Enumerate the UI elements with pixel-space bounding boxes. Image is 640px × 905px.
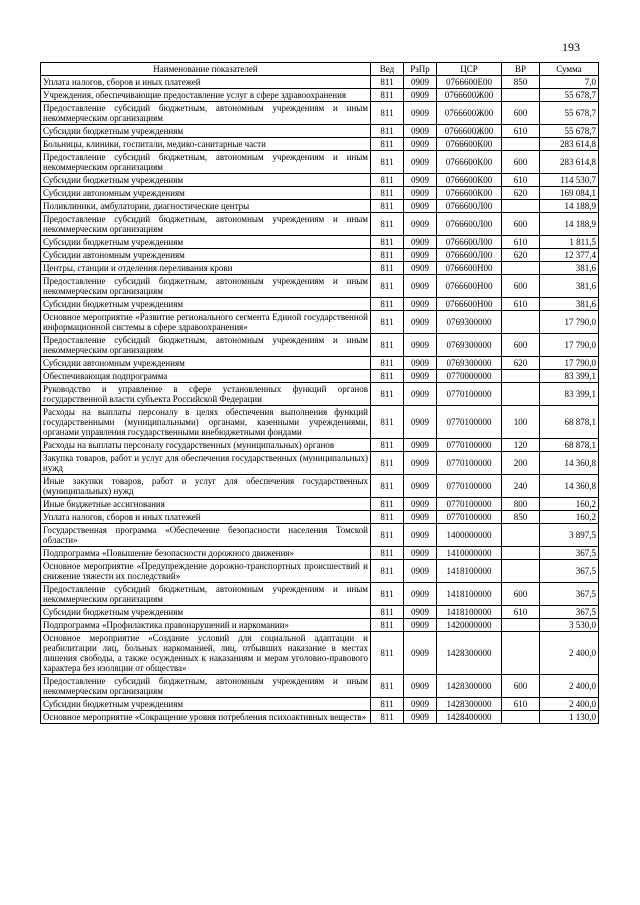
row-vr: 120 xyxy=(502,439,540,452)
row-vr xyxy=(502,711,540,724)
row-rzpr: 0909 xyxy=(404,632,437,675)
row-name: Учреждения, обеспечивающие предоставление услуг в сфере здравоохранения xyxy=(41,89,371,102)
table-body xyxy=(41,76,599,724)
row-vr: 600 xyxy=(502,275,540,298)
table-row xyxy=(41,76,599,89)
row-rzpr: 0909 xyxy=(404,151,437,174)
row-ved: 811 xyxy=(371,383,404,406)
row-name: Субсидии автономным учреждениям xyxy=(41,187,371,200)
row-vr xyxy=(502,89,540,102)
table-row xyxy=(41,200,599,213)
row-ved: 811 xyxy=(371,606,404,619)
row-ved: 811 xyxy=(371,498,404,511)
table-row xyxy=(41,334,599,357)
row-rzpr: 0909 xyxy=(404,439,437,452)
row-ved: 811 xyxy=(371,406,404,439)
row-csr: 0766600Л00 xyxy=(437,249,502,262)
row-name: Основное мероприятие «Создание условий для социальной адаптации и реабилитации лиц, больных наркоманией, лиц, отбывших наказание в местах лишения свободы, а также осужденных к наказаниям и мерам уголовно-правового характера без изоляции от общества» xyxy=(41,632,371,675)
row-rzpr: 0909 xyxy=(404,547,437,560)
row-rzpr: 0909 xyxy=(404,452,437,475)
row-ved: 811 xyxy=(371,711,404,724)
row-ved: 811 xyxy=(371,249,404,262)
row-sum: 83 399,1 xyxy=(540,370,599,383)
header-name: Наименование показателей xyxy=(41,63,371,76)
row-sum: 83 399,1 xyxy=(540,383,599,406)
row-csr: 0769300000 xyxy=(437,357,502,370)
table-row xyxy=(41,262,599,275)
row-name: Субсидии бюджетным учреждениям xyxy=(41,698,371,711)
row-name: Поликлиники, амбулатории, диагностические центры xyxy=(41,200,371,213)
row-csr: 0766600К00 xyxy=(437,174,502,187)
row-name: Больницы, клиники, госпитали, медико-санитарные части xyxy=(41,138,371,151)
row-sum: 12 377,4 xyxy=(540,249,599,262)
row-name: Предоставление субсидий бюджетным, автономным учреждениям и иным некоммерческим организациям xyxy=(41,275,371,298)
row-sum: 55 678,7 xyxy=(540,102,599,125)
row-ved: 811 xyxy=(371,213,404,236)
row-sum: 283 614,8 xyxy=(540,138,599,151)
table-row xyxy=(41,357,599,370)
row-sum: 367,5 xyxy=(540,547,599,560)
table-row xyxy=(41,524,599,547)
table-row xyxy=(41,138,599,151)
row-ved: 811 xyxy=(371,619,404,632)
row-rzpr: 0909 xyxy=(404,298,437,311)
row-csr: 1400000000 xyxy=(437,524,502,547)
row-ved: 811 xyxy=(371,632,404,675)
row-name: Закупка товаров, работ и услуг для обеспечения государственных (муниципальных) нужд xyxy=(41,452,371,475)
row-name: Основное мероприятие «Предупреждение дорожно-транспортных происшествий и снижение тяжести их последствий» xyxy=(41,560,371,583)
row-rzpr: 0909 xyxy=(404,102,437,125)
row-csr: 0770100000 xyxy=(437,498,502,511)
row-sum: 17 790,0 xyxy=(540,311,599,334)
row-ved: 811 xyxy=(371,370,404,383)
row-rzpr: 0909 xyxy=(404,524,437,547)
row-rzpr: 0909 xyxy=(404,275,437,298)
table-header-row xyxy=(41,63,599,76)
row-vr xyxy=(502,370,540,383)
row-csr: 0766600Л00 xyxy=(437,236,502,249)
row-vr: 610 xyxy=(502,298,540,311)
row-sum: 3 897,5 xyxy=(540,524,599,547)
row-rzpr: 0909 xyxy=(404,187,437,200)
row-rzpr: 0909 xyxy=(404,334,437,357)
row-csr: 0766600Н00 xyxy=(437,262,502,275)
row-rzpr: 0909 xyxy=(404,213,437,236)
row-ved: 811 xyxy=(371,334,404,357)
row-rzpr: 0909 xyxy=(404,583,437,606)
row-name: Субсидии бюджетным учреждениям xyxy=(41,606,371,619)
table-row xyxy=(41,475,599,498)
row-sum: 367,5 xyxy=(540,560,599,583)
row-vr: 610 xyxy=(502,698,540,711)
row-vr: 600 xyxy=(502,213,540,236)
row-csr: 0766600Н00 xyxy=(437,298,502,311)
row-vr xyxy=(502,383,540,406)
row-name: Предоставление субсидий бюджетным, автономным учреждениям и иным некоммерческим организациям xyxy=(41,334,371,357)
row-ved: 811 xyxy=(371,236,404,249)
row-sum: 169 084,1 xyxy=(540,187,599,200)
row-vr: 850 xyxy=(502,511,540,524)
row-ved: 811 xyxy=(371,311,404,334)
row-name: Предоставление субсидий бюджетным, автономным учреждениям и иным некоммерческим организациям xyxy=(41,151,371,174)
row-sum: 1 811,5 xyxy=(540,236,599,249)
row-sum: 14 360,8 xyxy=(540,452,599,475)
row-sum: 381,6 xyxy=(540,262,599,275)
row-csr: 0769300000 xyxy=(437,334,502,357)
row-name: Подпрограмма «Повышение безопасности дорожного движения» xyxy=(41,547,371,560)
table-row xyxy=(41,711,599,724)
row-name: Предоставление субсидий бюджетным, автономным учреждениям и иным некоммерческим организациям xyxy=(41,675,371,698)
row-rzpr: 0909 xyxy=(404,475,437,498)
row-ved: 811 xyxy=(371,698,404,711)
table-row xyxy=(41,547,599,560)
row-rzpr: 0909 xyxy=(404,675,437,698)
row-csr: 1418100000 xyxy=(437,606,502,619)
row-sum: 381,6 xyxy=(540,298,599,311)
row-vr: 610 xyxy=(502,606,540,619)
row-ved: 811 xyxy=(371,524,404,547)
header-vr: ВР xyxy=(502,63,540,76)
row-sum: 283 614,8 xyxy=(540,151,599,174)
row-csr: 1428400000 xyxy=(437,711,502,724)
table-row xyxy=(41,452,599,475)
row-vr: 600 xyxy=(502,151,540,174)
row-vr: 850 xyxy=(502,76,540,89)
row-sum: 55 678,7 xyxy=(540,89,599,102)
row-csr: 0770000000 xyxy=(437,370,502,383)
row-csr: 0766600Ж00 xyxy=(437,89,502,102)
row-ved: 811 xyxy=(371,583,404,606)
row-csr: 0770100000 xyxy=(437,511,502,524)
row-csr: 0766600Ж00 xyxy=(437,125,502,138)
row-vr: 620 xyxy=(502,357,540,370)
row-csr: 1418100000 xyxy=(437,560,502,583)
row-rzpr: 0909 xyxy=(404,357,437,370)
table-row xyxy=(41,698,599,711)
table-row xyxy=(41,249,599,262)
row-sum: 2 400,0 xyxy=(540,632,599,675)
row-csr: 0770100000 xyxy=(437,452,502,475)
row-vr: 600 xyxy=(502,675,540,698)
row-rzpr: 0909 xyxy=(404,370,437,383)
row-ved: 811 xyxy=(371,439,404,452)
row-csr: 0766600К00 xyxy=(437,138,502,151)
row-rzpr: 0909 xyxy=(404,174,437,187)
row-sum: 367,5 xyxy=(540,583,599,606)
budget-table xyxy=(40,62,599,724)
row-sum: 381,6 xyxy=(540,275,599,298)
row-vr: 600 xyxy=(502,334,540,357)
table-row xyxy=(41,102,599,125)
row-csr: 1428300000 xyxy=(437,698,502,711)
row-csr: 1410000000 xyxy=(437,547,502,560)
row-sum: 367,5 xyxy=(540,606,599,619)
row-sum: 14 188,9 xyxy=(540,213,599,236)
row-ved: 811 xyxy=(371,76,404,89)
row-name: Предоставление субсидий бюджетным, автономным учреждениям и иным некоммерческим организациям xyxy=(41,213,371,236)
row-vr xyxy=(502,632,540,675)
table-row xyxy=(41,560,599,583)
row-name: Уплата налогов, сборов и иных платежей xyxy=(41,76,371,89)
row-vr: 600 xyxy=(502,102,540,125)
row-name: Основное мероприятие «Сокращение уровня потребления психоактивных веществ» xyxy=(41,711,371,724)
row-csr: 0766600Е00 xyxy=(437,76,502,89)
row-rzpr: 0909 xyxy=(404,698,437,711)
row-name: Расходы на выплаты персоналу в целях обеспечения выполнения функций государственными (муниципальными) органами, казенными учреждениями, органами управления государственными внебюджетными фондами xyxy=(41,406,371,439)
row-name: Предоставление субсидий бюджетным, автономным учреждениям и иным некоммерческим организациям xyxy=(41,583,371,606)
row-ved: 811 xyxy=(371,298,404,311)
table-row xyxy=(41,383,599,406)
row-rzpr: 0909 xyxy=(404,76,437,89)
table-row xyxy=(41,311,599,334)
row-rzpr: 0909 xyxy=(404,511,437,524)
table-row xyxy=(41,187,599,200)
row-name: Подпрограмма «Профилактика правонарушений и наркомании» xyxy=(41,619,371,632)
row-rzpr: 0909 xyxy=(404,200,437,213)
row-sum: 2 400,0 xyxy=(540,698,599,711)
row-vr: 620 xyxy=(502,249,540,262)
row-vr: 200 xyxy=(502,452,540,475)
row-name: Центры, станции и отделения переливания крови xyxy=(41,262,371,275)
row-name: Субсидии бюджетным учреждениям xyxy=(41,174,371,187)
table-row xyxy=(41,632,599,675)
row-vr xyxy=(502,262,540,275)
row-rzpr: 0909 xyxy=(404,606,437,619)
table-row xyxy=(41,89,599,102)
row-vr xyxy=(502,524,540,547)
row-name: Субсидии бюджетным учреждениям xyxy=(41,236,371,249)
table-row xyxy=(41,275,599,298)
table-row xyxy=(41,298,599,311)
row-sum: 3 530,0 xyxy=(540,619,599,632)
row-ved: 811 xyxy=(371,125,404,138)
row-ved: 811 xyxy=(371,89,404,102)
table-row xyxy=(41,213,599,236)
row-ved: 811 xyxy=(371,547,404,560)
row-csr: 0766600Н00 xyxy=(437,275,502,298)
row-name: Расходы на выплаты персоналу государственных (муниципальных) органов xyxy=(41,439,371,452)
row-name: Предоставление субсидий бюджетным, автономным учреждениям и иным некоммерческим организациям xyxy=(41,102,371,125)
row-vr: 610 xyxy=(502,174,540,187)
table-row xyxy=(41,406,599,439)
row-csr: 0766600Л00 xyxy=(437,200,502,213)
row-ved: 811 xyxy=(371,560,404,583)
row-vr xyxy=(502,138,540,151)
row-ved: 811 xyxy=(371,275,404,298)
row-vr xyxy=(502,311,540,334)
row-csr: 0766600Л00 xyxy=(437,213,502,236)
row-csr: 1428300000 xyxy=(437,675,502,698)
row-sum: 2 400,0 xyxy=(540,675,599,698)
row-ved: 811 xyxy=(371,475,404,498)
table-row xyxy=(41,174,599,187)
row-rzpr: 0909 xyxy=(404,619,437,632)
row-csr: 0766600К00 xyxy=(437,187,502,200)
table-row xyxy=(41,619,599,632)
table-row xyxy=(41,125,599,138)
row-name: Руководство и управление в сфере установленных функций органов государственной власти субъекта Российской Федерации xyxy=(41,383,371,406)
page-number: 193 xyxy=(562,40,580,54)
row-sum: 14 360,8 xyxy=(540,475,599,498)
row-rzpr: 0909 xyxy=(404,249,437,262)
row-sum: 55 678,7 xyxy=(540,125,599,138)
row-name: Иные закупки товаров, работ и услуг для обеспечения государственных (муниципальных) нужд xyxy=(41,475,371,498)
row-csr: 1420000000 xyxy=(437,619,502,632)
row-rzpr: 0909 xyxy=(404,89,437,102)
header-sum: Сумма xyxy=(540,63,599,76)
row-sum: 68 878,1 xyxy=(540,406,599,439)
row-ved: 811 xyxy=(371,511,404,524)
table-row xyxy=(41,439,599,452)
row-sum: 160,2 xyxy=(540,498,599,511)
row-vr xyxy=(502,547,540,560)
row-rzpr: 0909 xyxy=(404,311,437,334)
row-ved: 811 xyxy=(371,675,404,698)
row-rzpr: 0909 xyxy=(404,138,437,151)
table-row xyxy=(41,511,599,524)
row-csr: 1418100000 xyxy=(437,583,502,606)
row-vr: 100 xyxy=(502,406,540,439)
row-sum: 1 130,0 xyxy=(540,711,599,724)
table-row xyxy=(41,370,599,383)
row-vr: 610 xyxy=(502,125,540,138)
row-ved: 811 xyxy=(371,174,404,187)
row-rzpr: 0909 xyxy=(404,711,437,724)
row-csr: 0770100000 xyxy=(437,406,502,439)
row-vr: 610 xyxy=(502,236,540,249)
row-rzpr: 0909 xyxy=(404,262,437,275)
row-csr: 1428300000 xyxy=(437,632,502,675)
row-ved: 811 xyxy=(371,151,404,174)
row-ved: 811 xyxy=(371,200,404,213)
row-vr: 240 xyxy=(502,475,540,498)
row-rzpr: 0909 xyxy=(404,498,437,511)
row-csr: 0770100000 xyxy=(437,439,502,452)
row-name: Обеспечивающая подпрограмма xyxy=(41,370,371,383)
row-name: Субсидии бюджетным учреждениям xyxy=(41,125,371,138)
row-rzpr: 0909 xyxy=(404,383,437,406)
row-rzpr: 0909 xyxy=(404,236,437,249)
row-rzpr: 0909 xyxy=(404,125,437,138)
table-row xyxy=(41,236,599,249)
row-sum: 160,2 xyxy=(540,511,599,524)
row-vr xyxy=(502,560,540,583)
row-name: Основное мероприятие «Развитие регионального сегмента Единой государственной информационной системы в сфере здравоохранения» xyxy=(41,311,371,334)
row-sum: 14 188,9 xyxy=(540,200,599,213)
row-ved: 811 xyxy=(371,187,404,200)
row-name: Уплата налогов, сборов и иных платежей xyxy=(41,511,371,524)
row-rzpr: 0909 xyxy=(404,560,437,583)
row-sum: 68 878,1 xyxy=(540,439,599,452)
row-name: Субсидии бюджетным учреждениям xyxy=(41,298,371,311)
row-name: Иные бюджетные ассигнования xyxy=(41,498,371,511)
row-vr: 600 xyxy=(502,583,540,606)
table-row xyxy=(41,675,599,698)
row-sum: 17 790,0 xyxy=(540,334,599,357)
row-sum: 17 790,0 xyxy=(540,357,599,370)
table-row xyxy=(41,583,599,606)
row-csr: 0770100000 xyxy=(437,475,502,498)
row-csr: 0766600Ж00 xyxy=(437,102,502,125)
table-row xyxy=(41,606,599,619)
row-name: Субсидии автономным учреждениям xyxy=(41,357,371,370)
row-sum: 7,0 xyxy=(540,76,599,89)
row-csr: 0770100000 xyxy=(437,383,502,406)
row-ved: 811 xyxy=(371,102,404,125)
row-csr: 0766600К00 xyxy=(437,151,502,174)
row-name: Государственная программа «Обеспечение безопасности населения Томской области» xyxy=(41,524,371,547)
row-ved: 811 xyxy=(371,262,404,275)
row-ved: 811 xyxy=(371,138,404,151)
header-ved: Вед xyxy=(371,63,404,76)
row-sum: 114 530,7 xyxy=(540,174,599,187)
header-rzpr: РзПр xyxy=(404,63,437,76)
row-csr: 0769300000 xyxy=(437,311,502,334)
table-row xyxy=(41,498,599,511)
row-ved: 811 xyxy=(371,357,404,370)
row-vr: 800 xyxy=(502,498,540,511)
row-vr xyxy=(502,619,540,632)
header-csr: ЦСР xyxy=(437,63,502,76)
row-ved: 811 xyxy=(371,452,404,475)
row-vr xyxy=(502,200,540,213)
row-name: Субсидии автономным учреждениям xyxy=(41,249,371,262)
row-vr: 620 xyxy=(502,187,540,200)
row-rzpr: 0909 xyxy=(404,406,437,439)
table-row xyxy=(41,151,599,174)
